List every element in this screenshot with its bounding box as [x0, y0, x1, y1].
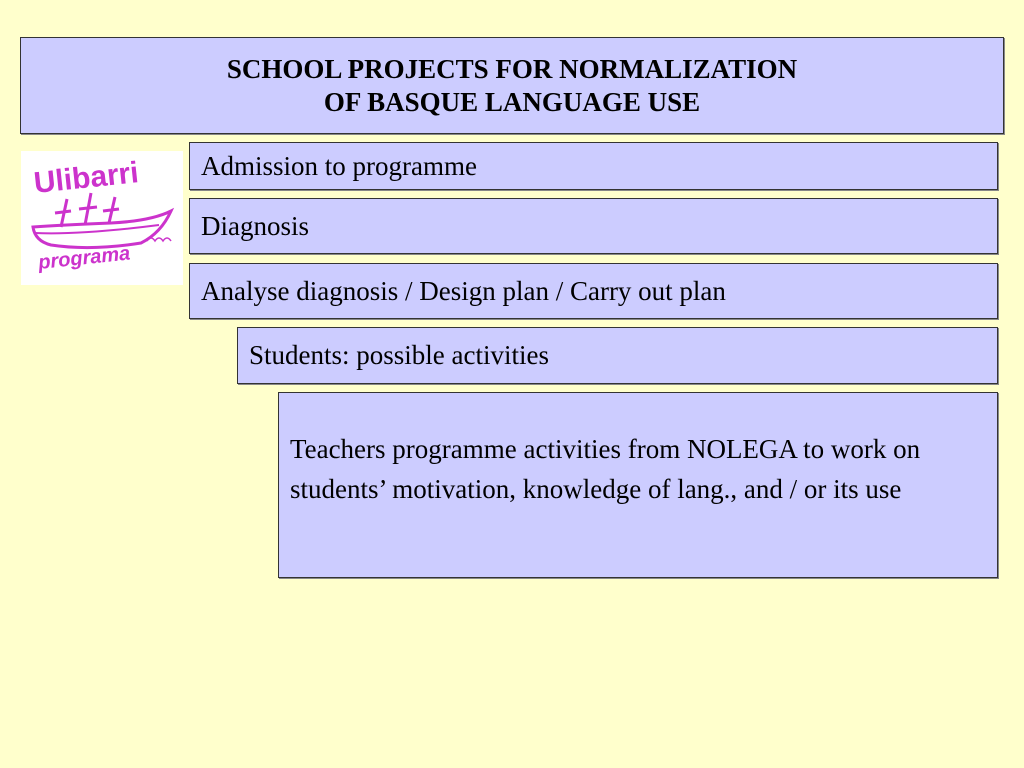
step-label: Analyse diagnosis / Design plan / Carry out plan	[201, 275, 726, 306]
step-diagnosis	[189, 198, 998, 254]
slide-title	[20, 37, 1004, 134]
title-line-2: OF BASQUE LANGUAGE USE	[323, 86, 701, 117]
step-label: Admission to programme	[201, 150, 477, 181]
step-label: Diagnosis	[201, 210, 309, 241]
title-line-1: SCHOOL PROJECTS FOR NORMALIZATION	[226, 53, 798, 84]
step-students-activities	[237, 327, 998, 384]
logo-top-text: Ulibarri	[32, 156, 141, 200]
step-admission	[189, 142, 998, 190]
ulibarri-ship-icon	[21, 151, 183, 285]
ulibarri-logo	[21, 151, 183, 285]
logo-bottom-text: programa	[37, 242, 132, 274]
step-teachers-activities	[278, 392, 998, 578]
step-label: Students: possible activities	[249, 340, 549, 370]
step-analyse-design-carry-out	[189, 263, 998, 319]
step-label: Teachers programme activities from NOLEGA to work on students’ motivation, knowledge of lang., and / or its use	[290, 434, 921, 504]
